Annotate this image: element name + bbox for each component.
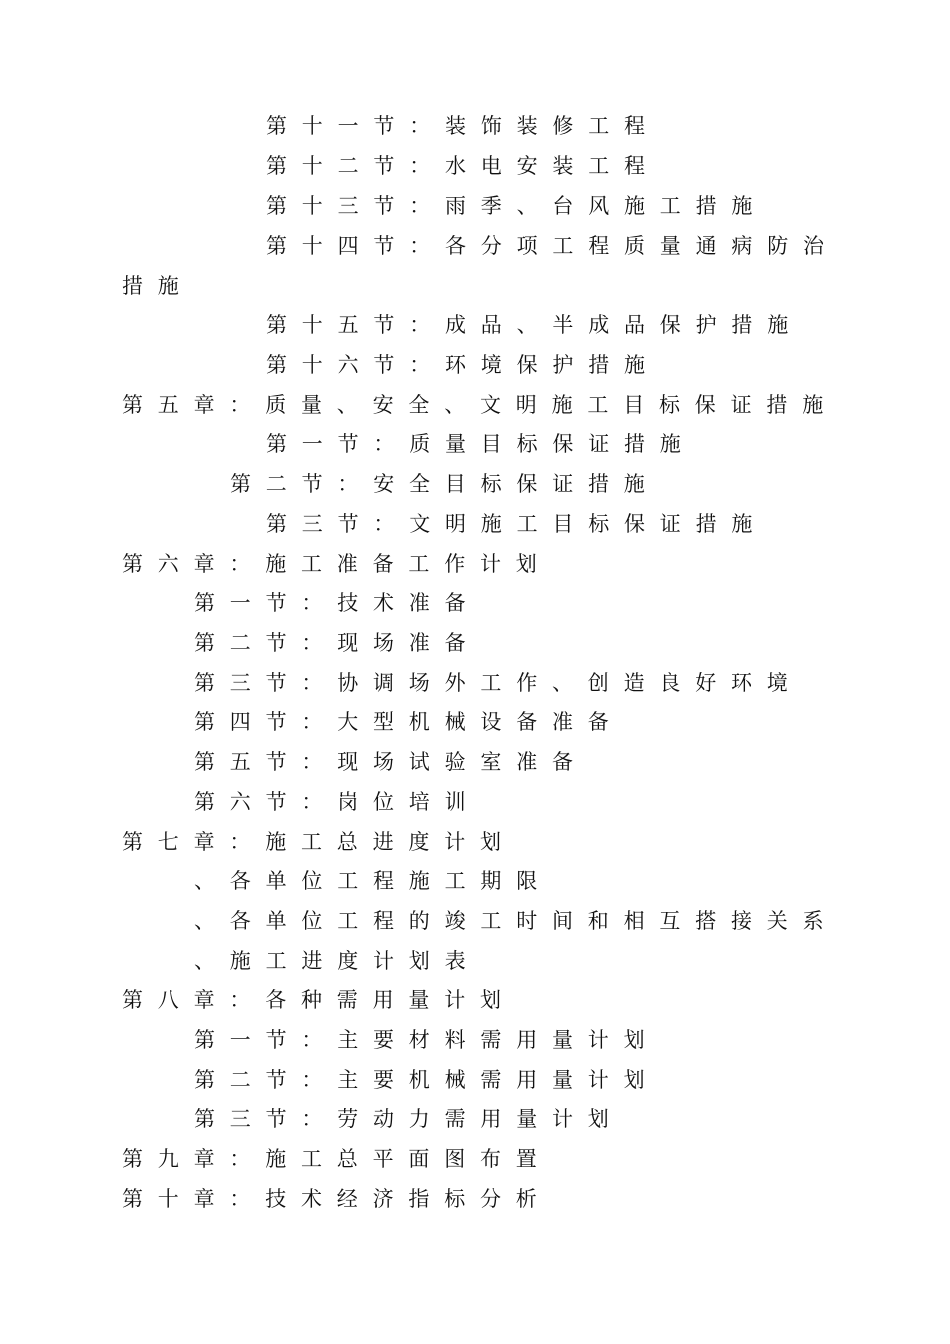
- toc-chapter-7: 第七章：施工总进度计划: [122, 830, 516, 854]
- toc-section-14-quality-defects: 第十四节：各分项工程质量通病防治: [266, 234, 839, 258]
- toc-chapter-9: 第九章：施工总平面图布置: [122, 1147, 552, 1171]
- toc-section-14-continuation: 措施: [122, 274, 194, 298]
- toc-ch7-item-3: 、施工进度计划表: [194, 949, 481, 973]
- toc-ch8-section-1: 第一节：主要材料需用量计划: [194, 1028, 660, 1052]
- toc-ch6-section-6: 第六节：岗位培训: [194, 790, 481, 814]
- toc-ch8-section-3: 第三节：劳动力需用量计划: [194, 1107, 624, 1131]
- toc-ch5-section-2: 第二节：安全目标保证措施: [230, 472, 660, 496]
- toc-section-15-product-protection: 第十五节：成品、半成品保护措施: [266, 313, 803, 337]
- toc-section-16-environment: 第十六节：环境保护措施: [266, 353, 660, 377]
- toc-chapter-5: 第五章：质量、安全、文明施工目标保证措施: [122, 393, 838, 417]
- toc-ch5-section-3: 第三节：文明施工目标保证措施: [266, 512, 768, 536]
- toc-ch6-section-5: 第五节：现场试验室准备: [194, 750, 588, 774]
- toc-ch7-item-2: 、各单位工程的竣工时间和相互搭接关系: [194, 909, 839, 933]
- toc-ch6-section-2: 第二节：现场准备: [194, 631, 481, 655]
- toc-ch6-section-4: 第四节：大型机械设备准备: [194, 710, 624, 734]
- toc-chapter-10: 第十章：技术经济指标分析: [122, 1187, 552, 1211]
- toc-section-11-decoration: 第十一节：装饰装修工程: [266, 114, 660, 138]
- toc-ch6-section-1: 第一节：技术准备: [194, 591, 481, 615]
- toc-ch6-section-3: 第三节：协调场外工作、创造良好环境: [194, 671, 803, 695]
- toc-ch8-section-2: 第二节：主要机械需用量计划: [194, 1068, 660, 1092]
- toc-section-13-rain-typhoon: 第十三节：雨季、台风施工措施: [266, 194, 768, 218]
- toc-chapter-8: 第八章：各种需用量计划: [122, 988, 516, 1012]
- toc-section-12-plumbing-electrical: 第十二节：水电安装工程: [266, 154, 660, 178]
- toc-chapter-6: 第六章：施工准备工作计划: [122, 552, 552, 576]
- toc-ch5-section-1: 第一节：质量目标保证措施: [266, 432, 696, 456]
- toc-ch7-item-1: 、各单位工程施工期限: [194, 869, 552, 893]
